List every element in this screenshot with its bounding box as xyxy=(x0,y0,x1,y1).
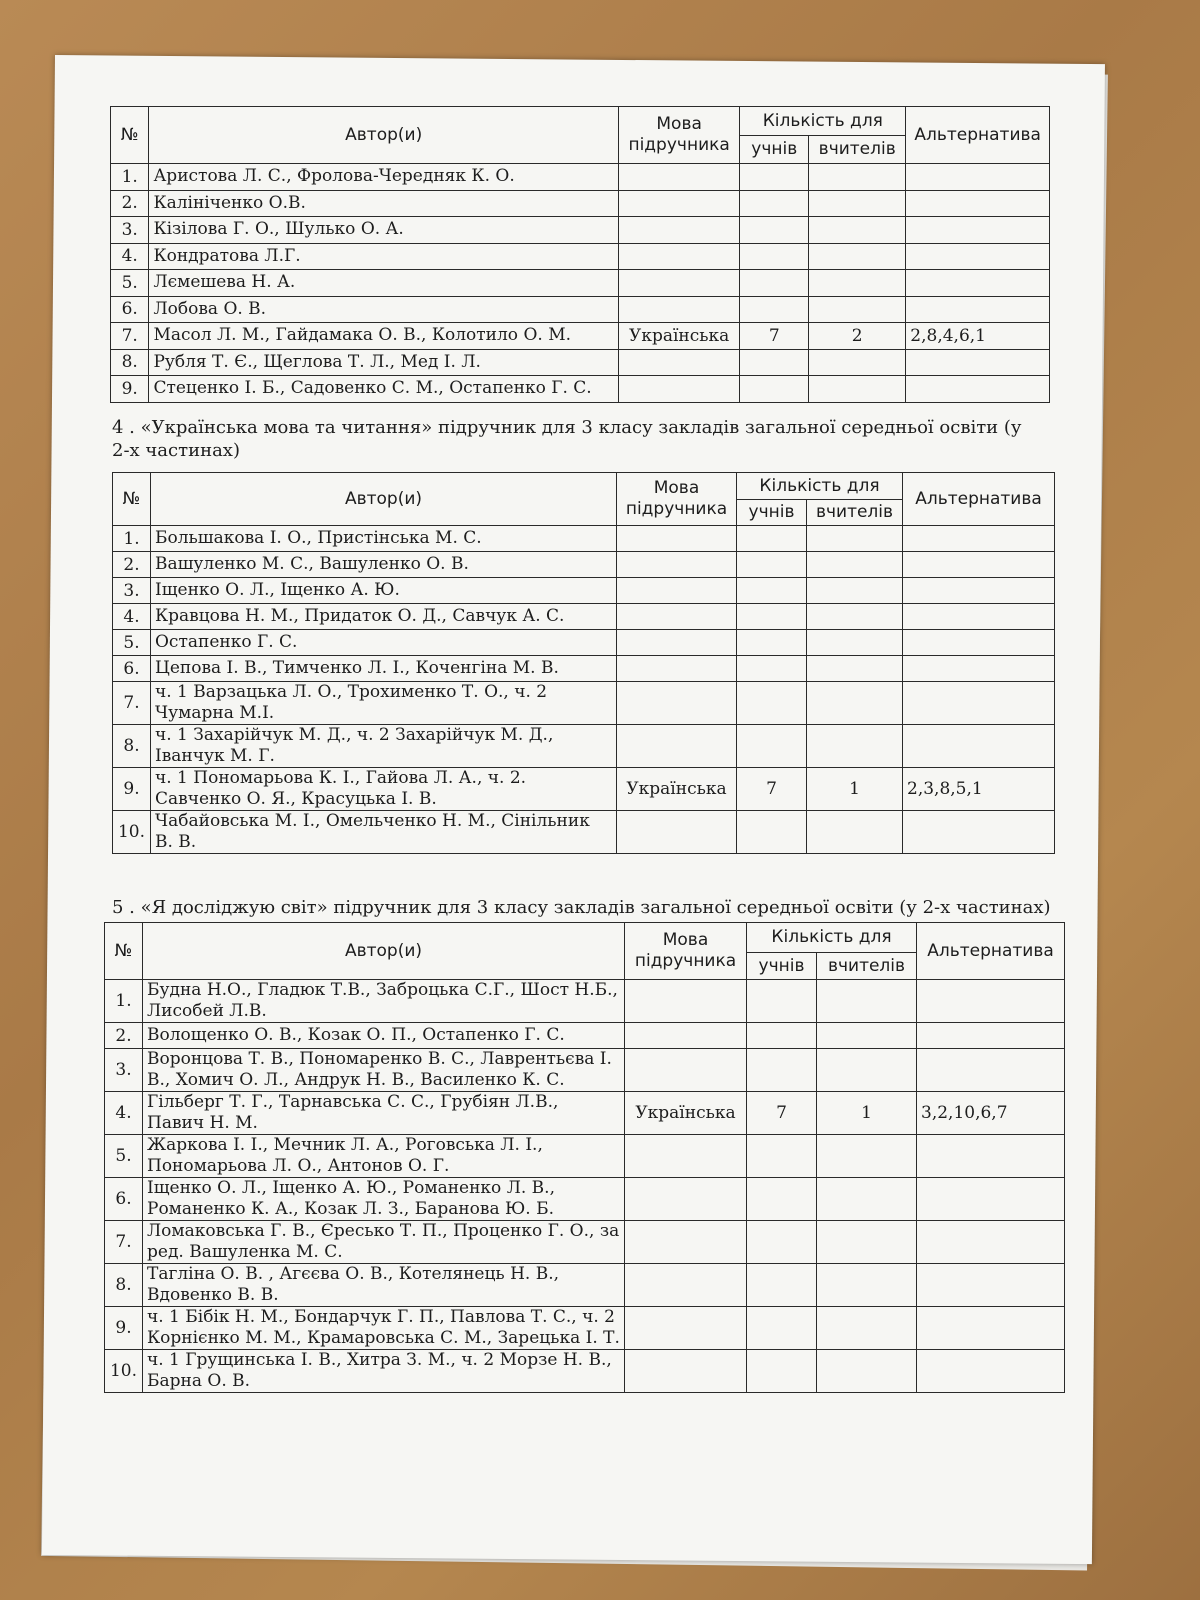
teachers-count-cell xyxy=(807,604,903,630)
table-row xyxy=(111,164,1050,191)
author-cell: Цепова І. В., Тимченко Л. І., Коченгіна М. В. xyxy=(151,656,617,682)
students-count-cell xyxy=(747,980,817,1023)
students-count-cell xyxy=(737,682,807,725)
row-number: 8. xyxy=(113,725,151,768)
teachers-count-cell xyxy=(807,578,903,604)
table-row xyxy=(111,376,1050,403)
language-cell: Українська xyxy=(625,1092,747,1135)
teachers-count-cell xyxy=(809,243,906,270)
header-author: Автор(и) xyxy=(151,473,617,526)
table-row xyxy=(105,1049,1065,1092)
students-count-cell xyxy=(747,1178,817,1221)
alternative-cell xyxy=(903,630,1055,656)
author-cell: Рубля Т. Є., Щеглова Т. Л., Мед І. Л. xyxy=(149,349,619,376)
language-cell xyxy=(617,682,737,725)
teachers-count-cell xyxy=(807,811,903,854)
language-cell xyxy=(618,296,739,323)
row-number: 6. xyxy=(113,656,151,682)
author-cell: Будна Н.О., Гладюк Т.В., Заброцька С.Г., Шост Н.Б., Лисобей Л.В. xyxy=(143,980,625,1023)
alternative-cell xyxy=(917,1307,1065,1350)
teachers-count-cell xyxy=(817,1178,917,1221)
table-row xyxy=(105,1350,1065,1393)
language-cell xyxy=(618,349,739,376)
alternative-cell xyxy=(906,296,1050,323)
students-count-cell xyxy=(740,190,809,217)
row-number: 3. xyxy=(113,578,151,604)
students-count-cell xyxy=(740,349,809,376)
table-row xyxy=(105,980,1065,1023)
alternative-cell xyxy=(903,552,1055,578)
language-cell xyxy=(625,1049,747,1092)
alternative-cell xyxy=(917,1221,1065,1264)
students-count-cell xyxy=(740,243,809,270)
author-cell: Аристова Л. С., Фролова-Чередняк К. О. xyxy=(149,164,619,191)
row-number: 10. xyxy=(105,1350,143,1393)
header-no: № xyxy=(113,473,151,526)
language-cell xyxy=(617,725,737,768)
row-number: 9. xyxy=(113,768,151,811)
author-cell: Кравцова Н. М., Придаток О. Д., Савчук А. С. xyxy=(151,604,617,630)
table-row xyxy=(113,552,1055,578)
author-cell: Остапенко Г. С. xyxy=(151,630,617,656)
author-cell: Калініченко О.В. xyxy=(149,190,619,217)
teachers-count-cell: 1 xyxy=(817,1092,917,1135)
teachers-count-cell xyxy=(807,630,903,656)
header-quantity: Кількість для xyxy=(747,923,917,953)
author-cell: Большакова І. О., Пристінська М. С. xyxy=(151,526,617,552)
author-cell: ч. 1 Грущинська І. В., Хитра З. М., ч. 2 Морзе Н. В., Барна О. В. xyxy=(143,1350,625,1393)
row-number: 2. xyxy=(111,190,149,217)
alternative-cell xyxy=(917,1264,1065,1307)
header-teachers: вчителів xyxy=(807,500,903,526)
language-cell xyxy=(618,270,739,297)
header-no: № xyxy=(111,107,149,164)
table-row xyxy=(113,578,1055,604)
header-quantity: Кількість для xyxy=(740,107,906,136)
row-number: 8. xyxy=(105,1264,143,1307)
alternative-cell xyxy=(917,1178,1065,1221)
table-row xyxy=(105,1178,1065,1221)
teachers-count-cell xyxy=(807,656,903,682)
section4-title: 4 . «Українська мова та читання» підручник для 3 класу закладів загальної середньої освіти (у 2-х частинах) xyxy=(112,417,1022,461)
row-number: 5. xyxy=(113,630,151,656)
alternative-cell xyxy=(903,725,1055,768)
teachers-count-cell xyxy=(809,349,906,376)
language-cell xyxy=(625,1350,747,1393)
row-number: 8. xyxy=(111,349,149,376)
header-language: Мова підручника xyxy=(617,473,737,526)
students-count-cell xyxy=(747,1135,817,1178)
teachers-count-cell xyxy=(817,1049,917,1092)
author-cell: Ломаковська Г. В., Єресько Т. П., Проценко Г. О., за ред. Вашуленка М. С. xyxy=(143,1221,625,1264)
teachers-count-cell xyxy=(817,1221,917,1264)
teachers-count-cell xyxy=(809,376,906,403)
table-row xyxy=(111,323,1050,350)
language-cell: Українська xyxy=(618,323,739,350)
author-cell: ч. 1 Захарійчук М. Д., ч. 2 Захарійчук М. Д., Іванчук М. Г. xyxy=(151,725,617,768)
teachers-count-cell xyxy=(809,270,906,297)
table-row xyxy=(105,1221,1065,1264)
row-number: 4. xyxy=(113,604,151,630)
alternative-cell xyxy=(906,376,1050,403)
author-cell: Кізілова Г. О., Шулько О. А. xyxy=(149,217,619,244)
students-count-cell xyxy=(737,604,807,630)
alternative-cell xyxy=(906,164,1050,191)
author-cell: Жаркова І. І., Мечник Л. А., Роговська Л. І., Пономарьова Л. О., Антонов О. Г. xyxy=(143,1135,625,1178)
alternative-cell xyxy=(903,604,1055,630)
table-section3 xyxy=(110,106,1050,403)
teachers-count-cell xyxy=(807,682,903,725)
students-count-cell xyxy=(747,1264,817,1307)
alternative-cell xyxy=(906,243,1050,270)
teachers-count-cell xyxy=(817,1135,917,1178)
header-alternative: Альтернатива xyxy=(903,473,1055,526)
header-students: учнів xyxy=(737,500,807,526)
students-count-cell xyxy=(737,656,807,682)
language-cell xyxy=(617,578,737,604)
alternative-cell xyxy=(903,811,1055,854)
students-count-cell: 7 xyxy=(737,768,807,811)
teachers-count-cell xyxy=(817,980,917,1023)
header-alternative: Альтернатива xyxy=(917,923,1065,980)
language-cell xyxy=(617,526,737,552)
row-number: 5. xyxy=(105,1135,143,1178)
teachers-count-cell: 1 xyxy=(807,768,903,811)
author-cell: ч. 1 Пономарьова К. І., Гайова Л. А., ч. 2. Савченко О. Я., Красуцька І. В. xyxy=(151,768,617,811)
author-cell: Гільберг Т. Г., Тарнавська С. С., Грубіян Л.В., Павич Н. М. xyxy=(143,1092,625,1135)
table-row xyxy=(113,725,1055,768)
teachers-count-cell xyxy=(817,1350,917,1393)
language-cell xyxy=(618,376,739,403)
alternative-cell: 2,3,8,5,1 xyxy=(903,768,1055,811)
row-number: 2. xyxy=(105,1023,143,1049)
students-count-cell xyxy=(740,217,809,244)
author-cell: Волощенко О. В., Козак О. П., Остапенко Г. С. xyxy=(143,1023,625,1049)
table-row xyxy=(113,656,1055,682)
row-number: 7. xyxy=(105,1221,143,1264)
table-row xyxy=(113,630,1055,656)
teachers-count-cell xyxy=(817,1264,917,1307)
row-number: 6. xyxy=(111,296,149,323)
table-row xyxy=(111,296,1050,323)
table-row xyxy=(111,243,1050,270)
author-cell: Лобова О. В. xyxy=(149,296,619,323)
author-cell: Іщенко О. Л., Іщенко А. Ю. xyxy=(151,578,617,604)
author-cell: Іщенко О. Л., Іщенко А. Ю., Романенко Л. В., Романенко К. А., Козак Л. З., Баранова Ю. Б. xyxy=(143,1178,625,1221)
language-cell xyxy=(617,552,737,578)
language-cell xyxy=(617,656,737,682)
language-cell xyxy=(618,190,739,217)
teachers-count-cell xyxy=(817,1023,917,1049)
table-section4 xyxy=(112,472,1055,854)
alternative-cell xyxy=(917,1023,1065,1049)
teachers-count-cell xyxy=(807,552,903,578)
header-students: учнів xyxy=(747,953,817,980)
teachers-count-cell xyxy=(817,1307,917,1350)
alternative-cell xyxy=(917,980,1065,1023)
row-number: 9. xyxy=(111,376,149,403)
header-alternative: Альтернатива xyxy=(906,107,1050,164)
header-author: Автор(и) xyxy=(143,923,625,980)
alternative-cell xyxy=(917,1135,1065,1178)
table-row xyxy=(111,349,1050,376)
table-row xyxy=(111,217,1050,244)
students-count-cell: 7 xyxy=(740,323,809,350)
teachers-count-cell xyxy=(809,190,906,217)
table-row xyxy=(113,682,1055,725)
alternative-cell xyxy=(906,217,1050,244)
students-count-cell xyxy=(747,1307,817,1350)
author-cell: Воронцова Т. В., Пономаренко В. С., Лаврентьєва І. В., Хомич О. Л., Андрук Н. В., Василенко К. С. xyxy=(143,1049,625,1092)
students-count-cell xyxy=(747,1221,817,1264)
students-count-cell xyxy=(747,1350,817,1393)
table-row xyxy=(113,604,1055,630)
language-cell xyxy=(617,604,737,630)
author-cell: Вашуленко М. С., Вашуленко О. В. xyxy=(151,552,617,578)
teachers-count-cell xyxy=(809,217,906,244)
author-cell: Масол Л. М., Гайдамака О. В., Колотило О. М. xyxy=(149,323,619,350)
table-row xyxy=(105,1023,1065,1049)
alternative-cell xyxy=(906,270,1050,297)
row-number: 7. xyxy=(111,323,149,350)
language-cell xyxy=(625,980,747,1023)
alternative-cell xyxy=(903,682,1055,725)
alternative-cell xyxy=(906,349,1050,376)
students-count-cell xyxy=(737,630,807,656)
header-teachers: вчителів xyxy=(817,953,917,980)
author-cell: ч. 1 Варзацька Л. О., Трохименко Т. О., ч. 2 Чумарна М.І. xyxy=(151,682,617,725)
teachers-count-cell xyxy=(809,164,906,191)
row-number: 1. xyxy=(113,526,151,552)
header-language: Мова підручника xyxy=(625,923,747,980)
language-cell xyxy=(625,1264,747,1307)
alternative-cell: 3,2,10,6,7 xyxy=(917,1092,1065,1135)
students-count-cell xyxy=(747,1023,817,1049)
author-cell: Чабайовська М. І., Омельченко Н. М., Сінільник В. В. xyxy=(151,811,617,854)
language-cell xyxy=(625,1221,747,1264)
language-cell xyxy=(618,164,739,191)
teachers-count-cell xyxy=(807,526,903,552)
author-cell: Лємешева Н. А. xyxy=(149,270,619,297)
students-count-cell xyxy=(737,552,807,578)
row-number: 9. xyxy=(105,1307,143,1350)
language-cell xyxy=(625,1178,747,1221)
language-cell xyxy=(625,1307,747,1350)
row-number: 2. xyxy=(113,552,151,578)
language-cell xyxy=(617,630,737,656)
table-section5 xyxy=(104,922,1065,1393)
language-cell xyxy=(625,1135,747,1178)
alternative-cell xyxy=(903,526,1055,552)
table-row xyxy=(111,190,1050,217)
header-author: Автор(и) xyxy=(149,107,619,164)
table-row xyxy=(105,1264,1065,1307)
header-language: Мова підручника xyxy=(618,107,739,164)
students-count-cell xyxy=(740,270,809,297)
author-cell: Тагліна О. В. , Агєєва О. В., Котелянець Н. В., Вдовенко В. В. xyxy=(143,1264,625,1307)
row-number: 6. xyxy=(105,1178,143,1221)
row-number: 1. xyxy=(105,980,143,1023)
alternative-cell: 2,8,4,6,1 xyxy=(906,323,1050,350)
row-number: 3. xyxy=(111,217,149,244)
teachers-count-cell: 2 xyxy=(809,323,906,350)
alternative-cell xyxy=(917,1350,1065,1393)
row-number: 3. xyxy=(105,1049,143,1092)
students-count-cell xyxy=(737,725,807,768)
students-count-cell: 7 xyxy=(747,1092,817,1135)
students-count-cell xyxy=(737,811,807,854)
header-teachers: вчителів xyxy=(809,136,906,164)
author-cell: ч. 1 Бібік Н. М., Бондарчук Г. П., Павлова Т. С., ч. 2 Корнієнко М. М., Крамаровська С. М., Зарецька І. Т. xyxy=(143,1307,625,1350)
table-row xyxy=(105,1307,1065,1350)
alternative-cell xyxy=(903,656,1055,682)
students-count-cell xyxy=(747,1049,817,1092)
language-cell xyxy=(625,1023,747,1049)
students-count-cell xyxy=(740,164,809,191)
language-cell xyxy=(618,217,739,244)
row-number: 4. xyxy=(111,243,149,270)
students-count-cell xyxy=(737,526,807,552)
students-count-cell xyxy=(740,296,809,323)
language-cell xyxy=(617,811,737,854)
author-cell: Кондратова Л.Г. xyxy=(149,243,619,270)
teachers-count-cell xyxy=(807,725,903,768)
section5-title: 5 . «Я досліджую світ» підручник для 3 класу закладів загальної середньої освіти (у 2-х частинах) xyxy=(112,897,1051,918)
header-students: учнів xyxy=(740,136,809,164)
alternative-cell xyxy=(917,1049,1065,1092)
table-row xyxy=(113,768,1055,811)
students-count-cell xyxy=(740,376,809,403)
table-row xyxy=(105,1135,1065,1178)
table-row xyxy=(105,1092,1065,1135)
table-row xyxy=(111,270,1050,297)
students-count-cell xyxy=(737,578,807,604)
row-number: 7. xyxy=(113,682,151,725)
alternative-cell xyxy=(906,190,1050,217)
table-row xyxy=(113,811,1055,854)
header-no: № xyxy=(105,923,143,980)
language-cell xyxy=(618,243,739,270)
language-cell: Українська xyxy=(617,768,737,811)
teachers-count-cell xyxy=(809,296,906,323)
row-number: 5. xyxy=(111,270,149,297)
author-cell: Стеценко І. Б., Садовенко С. М., Остапенко Г. С. xyxy=(149,376,619,403)
row-number: 1. xyxy=(111,164,149,191)
row-number: 4. xyxy=(105,1092,143,1135)
alternative-cell xyxy=(903,578,1055,604)
header-quantity: Кількість для xyxy=(737,473,903,500)
row-number: 10. xyxy=(113,811,151,854)
table-row xyxy=(113,526,1055,552)
